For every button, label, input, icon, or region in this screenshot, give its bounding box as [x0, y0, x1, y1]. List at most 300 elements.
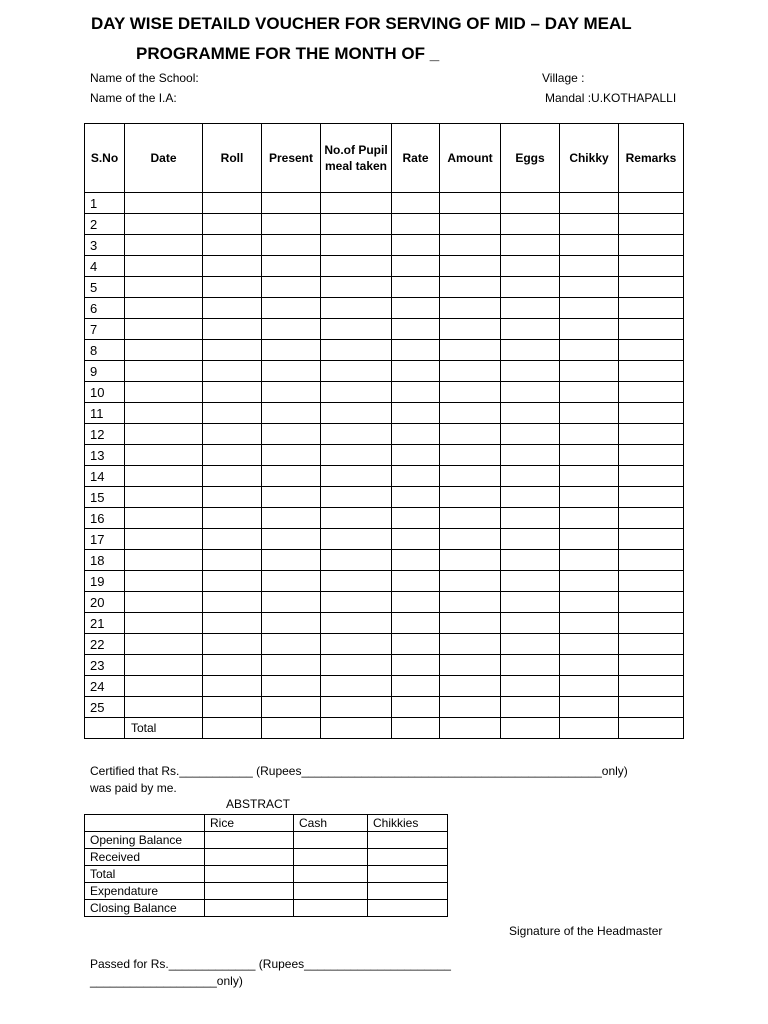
table-cell [440, 235, 501, 256]
table-cell [125, 697, 203, 718]
table-cell [262, 277, 321, 298]
total-label: Total [125, 718, 203, 739]
table-cell [321, 214, 392, 235]
table-cell [560, 718, 619, 739]
table-cell [392, 235, 440, 256]
table-cell [262, 655, 321, 676]
serial-number-cell: 23 [85, 655, 125, 676]
table-cell [440, 403, 501, 424]
table-row [85, 571, 684, 592]
table-row [85, 235, 684, 256]
total-row [85, 718, 684, 739]
table-cell [262, 340, 321, 361]
table-cell [321, 319, 392, 340]
table-cell [619, 319, 684, 340]
abstract-cell [368, 832, 448, 849]
table-cell [262, 634, 321, 655]
table-cell [321, 655, 392, 676]
abstract-row-label: Closing Balance [85, 900, 205, 917]
serial-number-cell: 11 [85, 403, 125, 424]
table-cell [619, 256, 684, 277]
table-cell [560, 256, 619, 277]
table-row [85, 424, 684, 445]
column-header: Roll [203, 124, 262, 193]
table-cell [203, 718, 262, 739]
table-cell [560, 676, 619, 697]
table-cell [560, 361, 619, 382]
table-cell [560, 634, 619, 655]
table-row [85, 340, 684, 361]
table-cell [501, 466, 560, 487]
table-cell [392, 634, 440, 655]
table-cell [619, 445, 684, 466]
abstract-column-header [85, 815, 205, 832]
table-cell [203, 277, 262, 298]
table-cell [262, 508, 321, 529]
table-cell [501, 193, 560, 214]
table-cell [560, 466, 619, 487]
table-cell [560, 403, 619, 424]
table-cell [321, 550, 392, 571]
table-cell [440, 571, 501, 592]
table-cell [440, 382, 501, 403]
table-cell [501, 697, 560, 718]
voucher-table [84, 123, 684, 739]
table-cell [125, 382, 203, 403]
table-cell [125, 676, 203, 697]
table-cell [560, 424, 619, 445]
table-row [85, 550, 684, 571]
table-cell [560, 319, 619, 340]
table-cell [560, 529, 619, 550]
abstract-title: ABSTRACT [226, 797, 291, 811]
table-cell [203, 697, 262, 718]
table-cell [440, 298, 501, 319]
table-row [85, 382, 684, 403]
table-row [85, 403, 684, 424]
table-cell [321, 613, 392, 634]
table-cell [501, 319, 560, 340]
table-cell [560, 571, 619, 592]
table-cell [501, 676, 560, 697]
table-cell [440, 529, 501, 550]
table-cell [262, 445, 321, 466]
table-cell [501, 655, 560, 676]
table-cell [321, 697, 392, 718]
table-cell [440, 445, 501, 466]
table-cell [392, 277, 440, 298]
abstract-row-label: Opening Balance [85, 832, 205, 849]
table-cell [125, 361, 203, 382]
table-cell [321, 718, 392, 739]
table-cell [440, 697, 501, 718]
table-cell [125, 235, 203, 256]
table-cell [560, 382, 619, 403]
table-cell [440, 550, 501, 571]
table-cell [203, 676, 262, 697]
table-cell [501, 508, 560, 529]
serial-number-cell: 9 [85, 361, 125, 382]
abstract-cell [294, 832, 368, 849]
table-cell [392, 319, 440, 340]
table-cell [392, 697, 440, 718]
table-cell [262, 613, 321, 634]
column-header: Amount [440, 124, 501, 193]
table-cell [203, 403, 262, 424]
table-cell [262, 256, 321, 277]
table-row [85, 529, 684, 550]
serial-number-cell: 19 [85, 571, 125, 592]
table-cell [125, 445, 203, 466]
table-row [85, 634, 684, 655]
table-cell [501, 487, 560, 508]
table-cell [262, 298, 321, 319]
table-cell [125, 256, 203, 277]
table-cell [440, 655, 501, 676]
table-cell [125, 214, 203, 235]
table-cell [392, 655, 440, 676]
table-cell [203, 193, 262, 214]
table-cell [392, 613, 440, 634]
table-cell [203, 214, 262, 235]
table-cell [619, 298, 684, 319]
table-cell [501, 340, 560, 361]
table-cell [262, 718, 321, 739]
table-cell [619, 235, 684, 256]
table-cell [321, 445, 392, 466]
table-row [85, 445, 684, 466]
table-cell [501, 592, 560, 613]
table-header-row [85, 124, 684, 193]
column-header: Present [262, 124, 321, 193]
abstract-cell [294, 883, 368, 900]
abstract-column-header: Rice [205, 815, 294, 832]
table-cell [321, 634, 392, 655]
table-cell [440, 676, 501, 697]
serial-number-cell: 10 [85, 382, 125, 403]
table-cell [321, 592, 392, 613]
table-cell [262, 214, 321, 235]
table-cell [501, 235, 560, 256]
table-cell [125, 277, 203, 298]
table-cell [560, 277, 619, 298]
table-cell [203, 445, 262, 466]
passed-line1: Passed for Rs._____________ (Rupees______________________ [90, 957, 451, 971]
serial-number-cell: 13 [85, 445, 125, 466]
serial-number-cell: 25 [85, 697, 125, 718]
table-cell [321, 529, 392, 550]
table-cell [440, 319, 501, 340]
table-cell [501, 382, 560, 403]
abstract-header-row [85, 815, 448, 832]
abstract-cell [205, 832, 294, 849]
serial-number-cell: 5 [85, 277, 125, 298]
table-cell [619, 655, 684, 676]
table-cell [392, 424, 440, 445]
table-cell [501, 718, 560, 739]
table-cell [392, 298, 440, 319]
table-cell [440, 613, 501, 634]
serial-number-cell: 1 [85, 193, 125, 214]
table-cell [440, 424, 501, 445]
abstract-row-label: Received [85, 849, 205, 866]
table-cell [501, 529, 560, 550]
serial-number-cell: 24 [85, 676, 125, 697]
abstract-row [85, 832, 448, 849]
table-cell [501, 550, 560, 571]
table-cell [321, 235, 392, 256]
table-cell [203, 361, 262, 382]
table-cell [440, 592, 501, 613]
table-cell [203, 613, 262, 634]
table-cell [203, 550, 262, 571]
table-cell [392, 508, 440, 529]
table-cell [560, 235, 619, 256]
table-cell [262, 676, 321, 697]
table-cell [321, 340, 392, 361]
table-cell [125, 592, 203, 613]
abstract-row [85, 883, 448, 900]
table-cell [560, 214, 619, 235]
table-cell [560, 445, 619, 466]
table-cell [501, 613, 560, 634]
serial-number-cell: 18 [85, 550, 125, 571]
abstract-row [85, 866, 448, 883]
table-cell [203, 424, 262, 445]
table-cell [125, 193, 203, 214]
table-cell [560, 550, 619, 571]
table-cell [619, 403, 684, 424]
table-cell [262, 571, 321, 592]
serial-number-cell: 6 [85, 298, 125, 319]
table-row [85, 256, 684, 277]
table-cell [440, 718, 501, 739]
abstract-cell [205, 900, 294, 917]
table-cell [321, 466, 392, 487]
table-cell [619, 424, 684, 445]
table-cell [203, 340, 262, 361]
table-cell [321, 361, 392, 382]
table-cell [203, 256, 262, 277]
table-cell [125, 529, 203, 550]
table-row [85, 277, 684, 298]
table-row [85, 193, 684, 214]
certification-line1: Certified that Rs.___________ (Rupees_____________________________________________only) [90, 764, 628, 778]
column-header: Chikky [560, 124, 619, 193]
table-cell [560, 613, 619, 634]
table-cell [392, 550, 440, 571]
abstract-row-label: Expendature [85, 883, 205, 900]
table-cell [392, 340, 440, 361]
table-cell [619, 676, 684, 697]
school-name-label: Name of the School: [90, 71, 199, 85]
table-cell [440, 487, 501, 508]
table-cell [321, 676, 392, 697]
table-cell [262, 424, 321, 445]
table-cell [440, 193, 501, 214]
table-cell [440, 361, 501, 382]
table-cell [619, 382, 684, 403]
mandal-label: Mandal :U.KOTHAPALLI [545, 91, 677, 105]
table-row [85, 613, 684, 634]
table-cell [125, 487, 203, 508]
table-cell [501, 445, 560, 466]
headmaster-signature-label: Signature of the Headmaster [509, 924, 663, 938]
table-cell [262, 697, 321, 718]
table-cell [560, 340, 619, 361]
serial-number-cell: 15 [85, 487, 125, 508]
table-cell [125, 571, 203, 592]
table-cell [619, 466, 684, 487]
table-cell [619, 508, 684, 529]
table-cell [392, 361, 440, 382]
table-cell [262, 361, 321, 382]
abstract-column-header: Cash [294, 815, 368, 832]
table-cell [203, 655, 262, 676]
village-label: Village : [542, 71, 585, 85]
abstract-cell [205, 866, 294, 883]
table-cell [321, 508, 392, 529]
table-cell [560, 193, 619, 214]
table-cell [203, 634, 262, 655]
table-cell [203, 382, 262, 403]
table-cell [125, 466, 203, 487]
document-title-line1: DAY WISE DETAILD VOUCHER FOR SERVING OF MID – DAY MEAL [91, 14, 632, 33]
table-cell [619, 340, 684, 361]
table-cell [619, 571, 684, 592]
table-cell [203, 529, 262, 550]
abstract-cell [294, 900, 368, 917]
table-cell [392, 487, 440, 508]
serial-number-cell: 3 [85, 235, 125, 256]
serial-number-cell: 12 [85, 424, 125, 445]
column-header: Rate [392, 124, 440, 193]
table-cell [392, 403, 440, 424]
table-cell [203, 298, 262, 319]
abstract-column-header: Chikkies [368, 815, 448, 832]
serial-number-cell: 8 [85, 340, 125, 361]
table-cell [392, 256, 440, 277]
table-cell [392, 193, 440, 214]
abstract-cell [294, 866, 368, 883]
table-cell [440, 214, 501, 235]
table-cell [203, 319, 262, 340]
table-cell [321, 424, 392, 445]
abstract-cell [205, 883, 294, 900]
table-cell [392, 214, 440, 235]
table-cell [501, 403, 560, 424]
table-cell [440, 256, 501, 277]
table-cell [321, 487, 392, 508]
table-cell [125, 340, 203, 361]
table-cell [440, 340, 501, 361]
table-row [85, 298, 684, 319]
table-cell [392, 676, 440, 697]
abstract-row [85, 849, 448, 866]
table-cell [262, 529, 321, 550]
table-row [85, 487, 684, 508]
table-cell [392, 592, 440, 613]
table-cell [501, 277, 560, 298]
table-cell [440, 277, 501, 298]
table-row [85, 319, 684, 340]
table-cell [262, 382, 321, 403]
abstract-row-label: Total [85, 866, 205, 883]
abstract-cell [205, 849, 294, 866]
table-cell [262, 592, 321, 613]
table-cell [560, 508, 619, 529]
table-cell [392, 718, 440, 739]
serial-number-cell: 14 [85, 466, 125, 487]
table-cell [203, 571, 262, 592]
table-cell [125, 424, 203, 445]
table-cell [619, 613, 684, 634]
table-cell [321, 256, 392, 277]
table-cell [262, 193, 321, 214]
passed-line2: ___________________only) [90, 974, 243, 988]
column-header: No.of Pupil meal taken [321, 124, 392, 193]
column-header: Date [125, 124, 203, 193]
table-cell [392, 571, 440, 592]
table-cell [321, 298, 392, 319]
table-cell [619, 361, 684, 382]
table-cell [501, 361, 560, 382]
table-row [85, 466, 684, 487]
column-header: Eggs [501, 124, 560, 193]
table-cell [203, 508, 262, 529]
serial-number-cell: 21 [85, 613, 125, 634]
table-cell [619, 214, 684, 235]
table-row [85, 508, 684, 529]
table-cell [203, 466, 262, 487]
table-cell [619, 550, 684, 571]
table-cell [560, 655, 619, 676]
table-cell [321, 277, 392, 298]
table-cell [262, 235, 321, 256]
abstract-cell [368, 849, 448, 866]
table-row [85, 676, 684, 697]
document-title-line2: PROGRAMME FOR THE MONTH OF _ [136, 44, 440, 63]
abstract-cell [368, 900, 448, 917]
table-cell [619, 487, 684, 508]
table-row [85, 592, 684, 613]
serial-number-cell: 7 [85, 319, 125, 340]
table-cell [125, 319, 203, 340]
serial-number-cell: 2 [85, 214, 125, 235]
table-cell [203, 592, 262, 613]
table-cell [560, 298, 619, 319]
table-cell [501, 256, 560, 277]
table-row [85, 697, 684, 718]
table-cell [262, 403, 321, 424]
serial-number-cell: 4 [85, 256, 125, 277]
column-header: S.No [85, 124, 125, 193]
abstract-table [84, 814, 448, 917]
table-cell [125, 550, 203, 571]
abstract-row [85, 900, 448, 917]
table-cell [321, 403, 392, 424]
table-cell [125, 655, 203, 676]
table-cell [125, 613, 203, 634]
abstract-cell [368, 883, 448, 900]
table-cell [501, 634, 560, 655]
table-row [85, 214, 684, 235]
table-cell [203, 487, 262, 508]
table-cell [392, 445, 440, 466]
table-cell [125, 634, 203, 655]
ia-name-label: Name of the I.A: [90, 91, 177, 105]
table-cell [440, 508, 501, 529]
